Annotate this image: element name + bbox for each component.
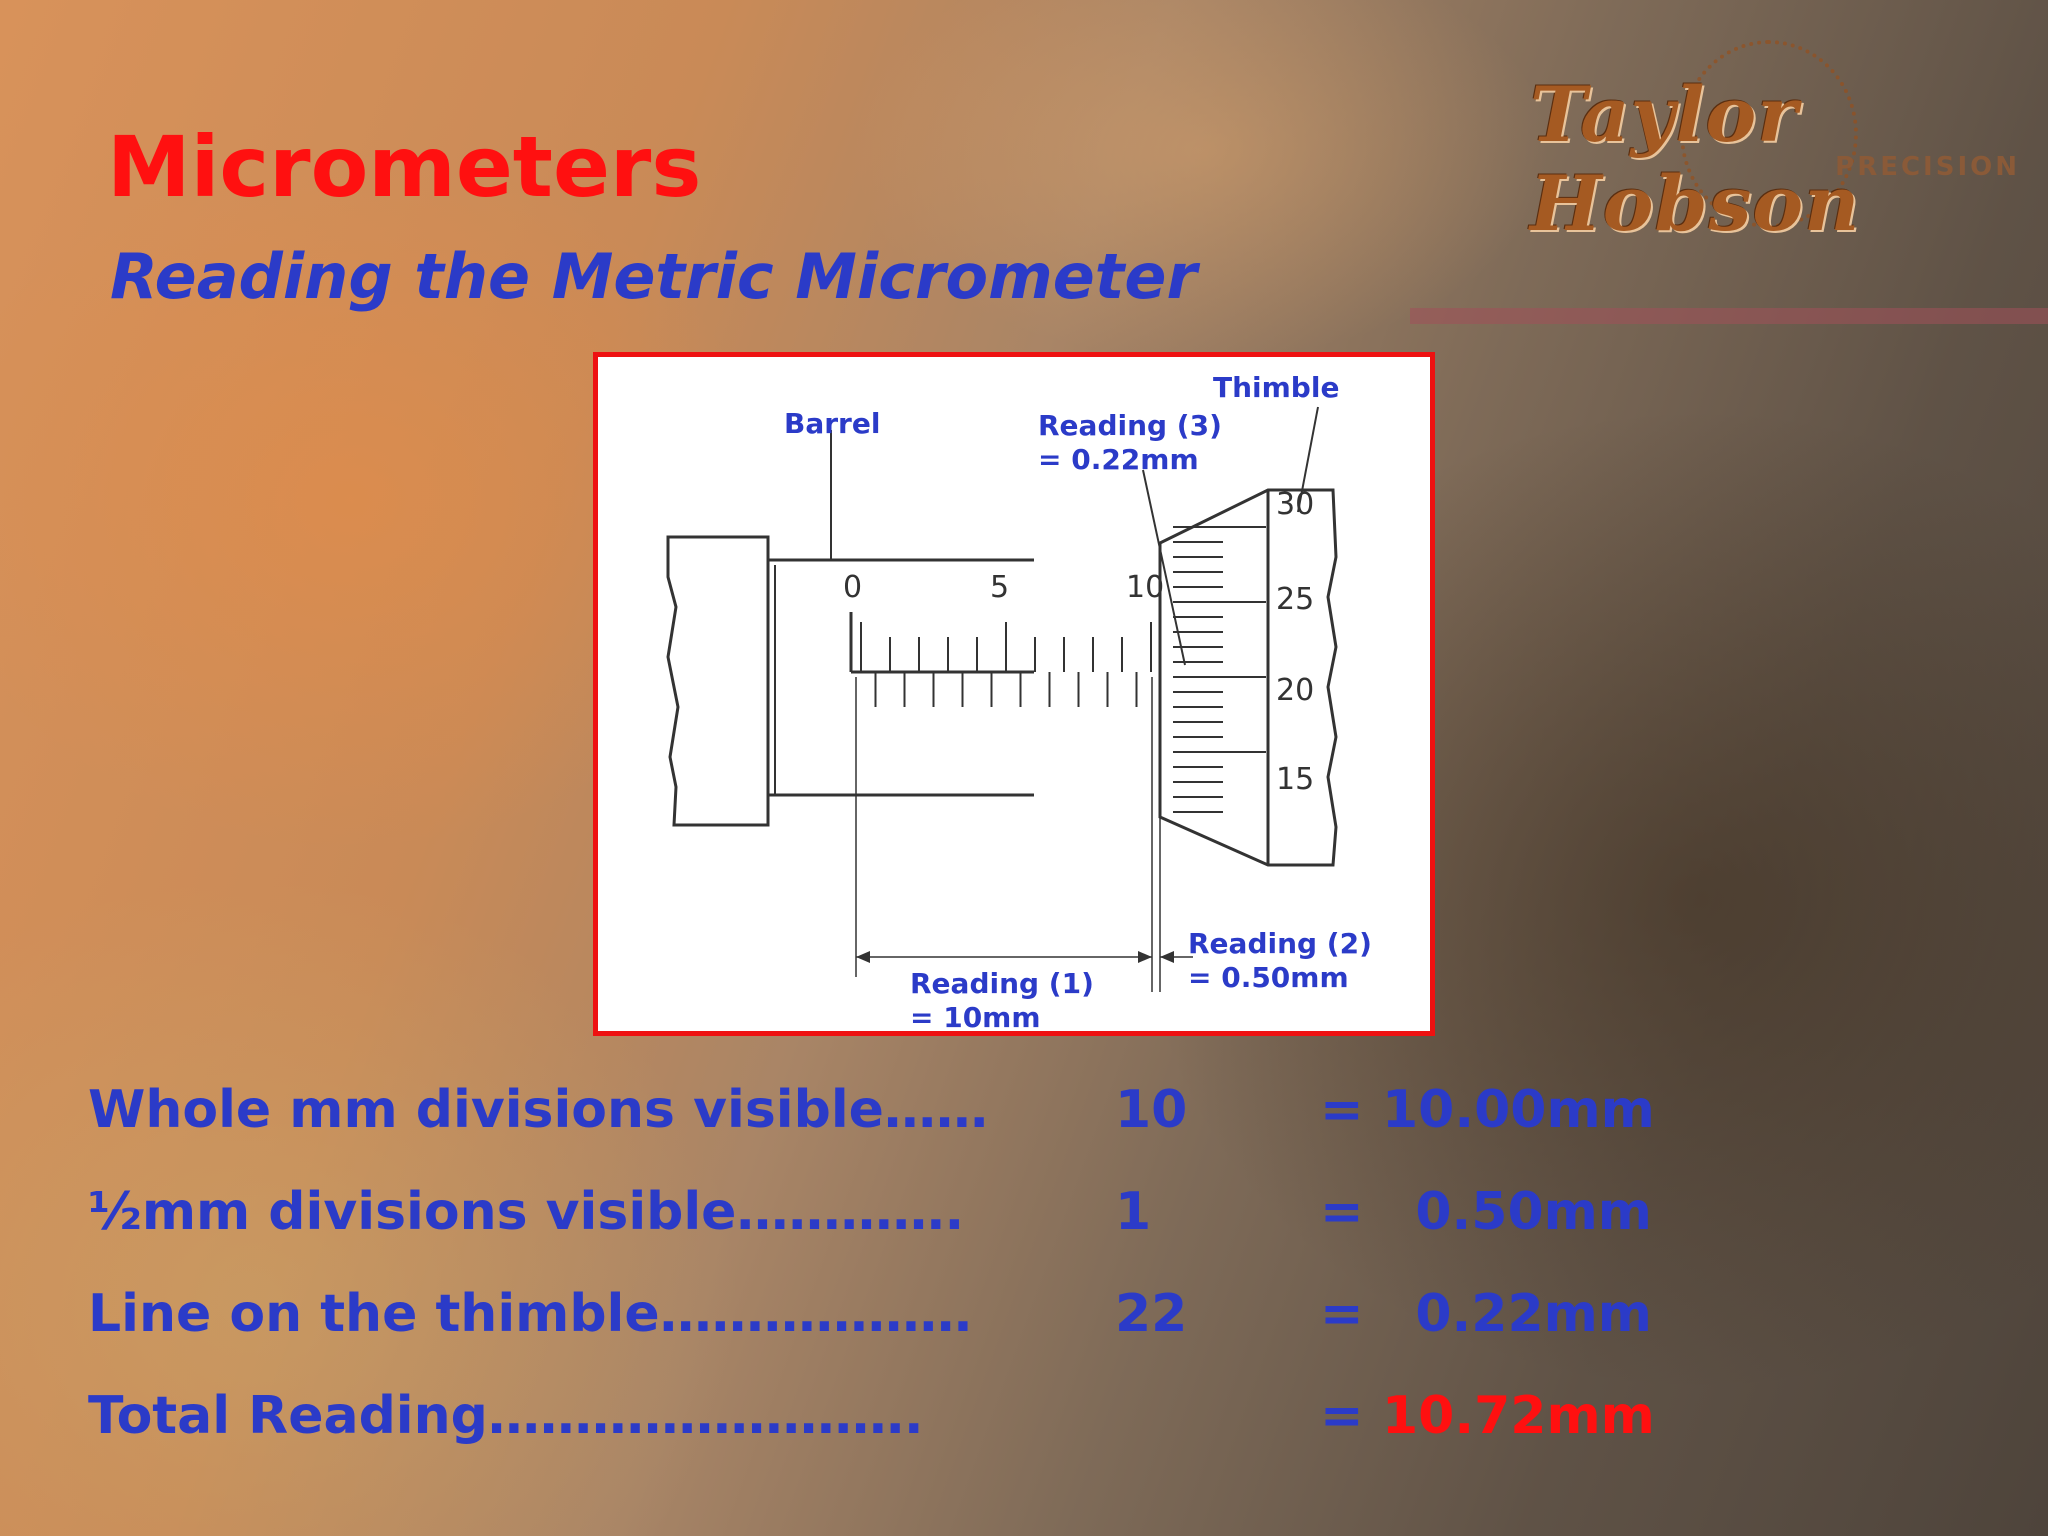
reading-row-whole-mm — [88, 1080, 1688, 1160]
row-label: Line on the thimble……………… — [88, 1284, 972, 1344]
row-equals: = — [1320, 1182, 1364, 1242]
reading-row-total — [88, 1386, 1688, 1466]
micrometer-drawing — [598, 357, 1430, 1031]
reading1-label-line2: = 10mm — [910, 1001, 1041, 1031]
micrometer-diagram — [593, 352, 1435, 1036]
reading-row-half-mm — [88, 1182, 1688, 1262]
thimble-label: Thimble — [1213, 371, 1340, 404]
row-label: Whole mm divisions visible…… — [88, 1080, 988, 1140]
barrel-scale-0: 0 — [843, 570, 863, 605]
page-title: Micrometers — [107, 118, 702, 216]
page-subtitle: Reading the Metric Micrometer — [110, 240, 1198, 313]
barrel-scale-5: 5 — [990, 570, 1010, 605]
reading3-label-line1: Reading (3) — [1038, 409, 1222, 442]
reading1-label-line1: Reading (1) — [910, 967, 1094, 1000]
brand-tagline: PRECISION — [1835, 152, 2020, 182]
total-value: 10.72mm — [1382, 1386, 1655, 1446]
brand-name: Taylor Hobson — [1530, 70, 1861, 248]
row-value: 10.00mm — [1382, 1080, 1655, 1140]
thimble-scale-20: 20 — [1276, 673, 1315, 708]
row-label: ½mm divisions visible…………. — [88, 1182, 965, 1242]
row-count: 1 — [1115, 1182, 1152, 1242]
row-equals: = — [1320, 1386, 1364, 1446]
frame-block — [668, 537, 768, 825]
reading2-label-line2: = 0.50mm — [1188, 961, 1349, 994]
row-label: Total Reading……………………. — [88, 1386, 924, 1446]
thimble-scale-15: 15 — [1276, 762, 1315, 797]
barrel-scale-10: 10 — [1126, 570, 1165, 605]
row-count: 22 — [1115, 1284, 1188, 1344]
barrel-label: Barrel — [784, 407, 881, 440]
row-count: 10 — [1115, 1080, 1188, 1140]
row-value: 0.22mm — [1415, 1284, 1652, 1344]
row-equals: = — [1320, 1284, 1364, 1344]
row-equals: = — [1320, 1080, 1364, 1140]
row-value: 0.50mm — [1415, 1182, 1652, 1242]
thimble-scale-30: 30 — [1276, 487, 1315, 522]
reading-row-thimble — [88, 1284, 1688, 1364]
thimble-scale-25: 25 — [1276, 582, 1315, 617]
reading3-label-line2: = 0.22mm — [1038, 443, 1199, 476]
brand-logo — [1530, 40, 2030, 248]
reading2-label-line1: Reading (2) — [1188, 927, 1372, 960]
header-rule — [1410, 308, 2048, 324]
